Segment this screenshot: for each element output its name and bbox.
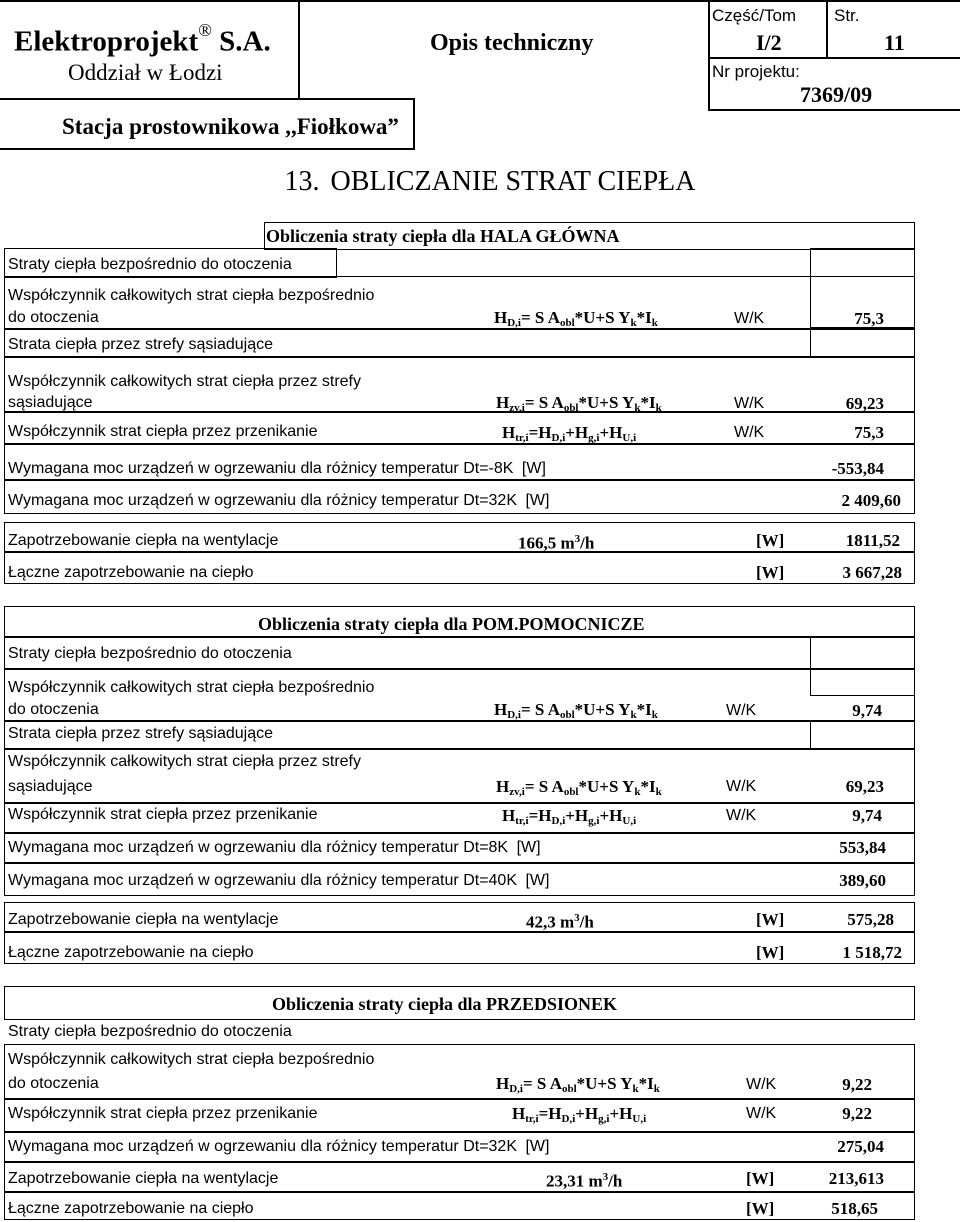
value-transmission-coef: 9,74 bbox=[852, 806, 882, 825]
label-transmission-coef: Współczynnik strat ciepła przez przenikanie bbox=[8, 423, 318, 440]
section-hala-glowna: Obliczenia straty ciepła dla HALA GŁÓWNA Straty ciepła bezpośrednio do otoczenia Współczynnik całkowitych strat ciepła bezpośrednio do otoczenia $H_{D,i}= S$ $A_{obl}*U+S$ $Y_k*I_k$ W/K 75,3 Strata ciepła przez strefy sąsiadujące Współczynnik całkowitych strat ciepła przez strefy sąsiadujące $H_{zv,i}= S$ $A_{obl}*U+S$ $Y_k*I_k$ W/K 69,23 Współczynnik strat ciepła przez przenikanie $H_{tr,i}=H_{D,i}+H_{g,i}+H_{U,i}$ W/K 75,3 Wymagana moc urządzeń w ogrzewaniu dla różnicy temperatur Dt=-8K [W] -553,84 Wymagana moc urządzeń w ogrzewaniu dla różnicy temperatur Dt=32K [W] 2 409,60 Zapotrzebowanie ciepła na wentylacje 166,5 $m^3/h$ [W] 1811,52 Łączne zapotrzebowanie na ciepło [W] 3 667,28 bbox=[4, 222, 915, 614]
label-ventilation: Zapotrzebowanie ciepła na wentylacje bbox=[8, 911, 279, 928]
value-ventilation: 1811,52 bbox=[845, 531, 900, 550]
project-number-label: Nr projektu: bbox=[712, 62, 800, 81]
section-pom-pomocnicze: Obliczenia straty ciepła dla POM.POMOCNICZE Straty ciepła bezpośrednio do otoczenia Współczynnik całkowitych strat ciepła bezpośrednio do otoczenia $H_{D,i}= S$ $A_{obl}*U+S$ $Y_k*I_k$ W/K 9,74 Strata ciepła przez strefy sąsiadujące Współczynnik całkowitych strat ciepła przez strefy sąsiadujące $H_{zv,i}= S$ $A_{obl}*U+S$ $Y_k*I_k$ W/K 69,23 Współczynnik strat ciepła przez przenikanie $H_{tr,i}=H_{D,i}+H_{g,i}+H_{U,i}$ W/K 9,74 Wymagana moc urządzeń w ogrzewaniu dla różnicy temperatur Dt=8K [W] 553,84 Wymagana moc urządzeń w ogrzewaniu dla różnicy temperatur Dt=40K [W] 389,60 Zapotrzebowanie ciepła na wentylacje 42,3 $m^3/h$ [W] 575,28 Łączne zapotrzebowanie na ciepło [W] 1 518,72 bbox=[4, 606, 915, 966]
value-total: 3 667,28 bbox=[842, 563, 902, 582]
value-ventilation: 213,613 bbox=[828, 1169, 884, 1188]
part-value: I/2 bbox=[756, 30, 782, 55]
value-power-2: 389,60 bbox=[839, 871, 886, 890]
page-number: 11 bbox=[884, 30, 905, 55]
value-power-1: 553,84 bbox=[839, 838, 886, 857]
formula-zone: $H_{zv,i}= S$ $A_{obl}*U+S$ $Y_k*I_k$ bbox=[496, 777, 662, 798]
section-title: Obliczenia straty ciepła dla PRZEDSIONEK bbox=[272, 994, 618, 1014]
section-przedsionek: Obliczenia straty ciepła dla PRZEDSIONEK Straty ciepła bezpośrednio do otoczenia Współczynnik całkowitych strat ciepła bezpośrednio do otoczenia $H_{D,i}= S$ $A_{obl}*U+S$ $Y_k*I_k$ W/K 9,22 Współczynnik strat ciepła przez przenikanie $H_{tr,i}=H_{D,i}+H_{g,i}+H_{U,i}$ W/K 9,22 Wymagana moc urządzeń w ogrzewaniu dla różnicy temperatur Dt=32K [W] 275,04 Zapotrzebowanie ciepła na wentylacje 23,31 $m^3/h$ [W] 213,613 Łączne zapotrzebowanie na ciepło [W] 518,65 bbox=[4, 986, 915, 1220]
label-transmission-coef: Współczynnik strat ciepła przez przenikanie bbox=[8, 1105, 318, 1122]
label-direct-losses: Straty ciepła bezpośrednio do otoczenia bbox=[8, 256, 292, 273]
label-zone-losses: Strata ciepła przez strefy sąsiadujące bbox=[8, 725, 274, 742]
label-direct-losses: Straty ciepła bezpośrednio do otoczenia bbox=[8, 1023, 292, 1040]
value-transmission-coef: 75,3 bbox=[854, 423, 884, 442]
station-name: Stacja prostownikowa ,,Fiołkowa” bbox=[62, 114, 399, 139]
section-title: Obliczenia straty ciepła dla POM.POMOCNICZE bbox=[258, 614, 645, 634]
label-ventilation: Zapotrzebowanie ciepła na wentylacje bbox=[8, 532, 279, 549]
value-total: 518,65 bbox=[831, 1199, 878, 1218]
label-power-2: Wymagana moc urządzeń w ogrzewaniu dla różnicy temperatur Dt=40K [W] bbox=[8, 872, 550, 889]
company-name: Elektroprojekt® S.A. bbox=[14, 20, 271, 58]
label-zone-coef: Współczynnik całkowitych strat ciepła przez strefy bbox=[8, 753, 361, 770]
registered-mark-icon: ® bbox=[198, 20, 212, 40]
label-direct-coef: Współczynnik całkowitych strat ciepła bezpośrednio bbox=[8, 287, 375, 304]
ventilation-flow: 166,5 $m^3/h$ bbox=[518, 533, 595, 553]
formula-direct: $H_{D,i}= S$ $A_{obl}*U+S$ $Y_k*I_k$ bbox=[496, 1074, 660, 1095]
page-label: Str. bbox=[834, 6, 860, 25]
label-ventilation: Zapotrzebowanie ciepła na wentylacje bbox=[8, 1170, 279, 1187]
label-direct-losses: Straty ciepła bezpośrednio do otoczenia bbox=[8, 645, 292, 662]
part-label: Część/Tom bbox=[712, 6, 797, 25]
section-title: Obliczenia straty ciepła dla HALA GŁÓWNA bbox=[266, 226, 620, 246]
formula-direct: $H_{D,i}= S$ $A_{obl}*U+S$ $Y_k*I_k$ bbox=[494, 700, 658, 721]
project-number-value: 7369/09 bbox=[800, 82, 873, 107]
value-power-2: 275,04 bbox=[837, 1137, 884, 1156]
company-branch: Oddział w Łodzi bbox=[68, 60, 223, 85]
label-transmission-coef: Współczynnik strat ciepła przez przenikanie bbox=[8, 806, 318, 823]
label-direct-coef: Współczynnik całkowitych strat ciepła bezpośrednio bbox=[8, 679, 375, 696]
ventilation-flow: 42,3 $m^3/h$ bbox=[526, 912, 594, 932]
formula-direct: $H_{D,i}= S$ $A_{obl}*U+S$ $Y_k*I_k$ bbox=[494, 308, 658, 329]
label-power-1: Wymagana moc urządzeń w ogrzewaniu dla różnicy temperatur Dt=-8K [W] bbox=[8, 460, 546, 477]
label-total: Łączne zapotrzebowanie na ciepło bbox=[8, 944, 254, 961]
label-power-2: Wymagana moc urządzeń w ogrzewaniu dla różnicy temperatur Dt=32K [W] bbox=[8, 492, 550, 509]
label-direct-coef: Współczynnik całkowitych strat ciepła bezpośrednio bbox=[8, 1051, 375, 1068]
ventilation-flow: 23,31 $m^3/h$ bbox=[546, 1171, 623, 1191]
value-direct-coef: 9,74 bbox=[852, 701, 882, 720]
formula-zone: $H_{zv,i}= S$ $A_{obl}*U+S$ $Y_k*I_k$ bbox=[496, 393, 662, 414]
value-zone-coef: 69,23 bbox=[845, 394, 884, 413]
value-power-1: -553,84 bbox=[831, 459, 884, 478]
value-transmission-coef: 9,22 bbox=[842, 1104, 872, 1123]
value-power-2: 2 409,60 bbox=[841, 491, 901, 510]
value-direct-coef: 75,3 bbox=[854, 309, 884, 328]
value-zone-coef: 69,23 bbox=[845, 777, 884, 796]
label-total: Łączne zapotrzebowanie na ciepło bbox=[8, 564, 254, 581]
document-title: Opis techniczny bbox=[430, 30, 594, 56]
formula-transmission: $H_{tr,i}=H_{D,i}+H_{g,i}+H_{U,i}$ bbox=[512, 1104, 647, 1125]
label-power-2: Wymagana moc urządzeń w ogrzewaniu dla różnicy temperatur Dt=32K [W] bbox=[8, 1138, 550, 1155]
label-power-1: Wymagana moc urządzeń w ogrzewaniu dla różnicy temperatur Dt=8K [W] bbox=[8, 839, 541, 856]
label-zone-losses: Strata ciepła przez strefy sąsiadujące bbox=[8, 336, 274, 353]
value-total: 1 518,72 bbox=[842, 943, 902, 962]
formula-transmission: $H_{tr,i}=H_{D,i}+H_{g,i}+H_{U,i}$ bbox=[502, 806, 637, 827]
label-total: Łączne zapotrzebowanie na ciepło bbox=[8, 1200, 254, 1217]
section-heading: 13. OBLICZANIE STRAT CIEPŁA bbox=[284, 166, 696, 197]
formula-transmission: $H_{tr,i}=H_{D,i}+H_{g,i}+H_{U,i}$ bbox=[502, 423, 637, 444]
label-zone-coef: Współczynnik całkowitych strat ciepła przez strefy bbox=[8, 373, 361, 390]
value-ventilation: 575,28 bbox=[847, 910, 894, 929]
value-direct-coef: 9,22 bbox=[842, 1075, 872, 1094]
